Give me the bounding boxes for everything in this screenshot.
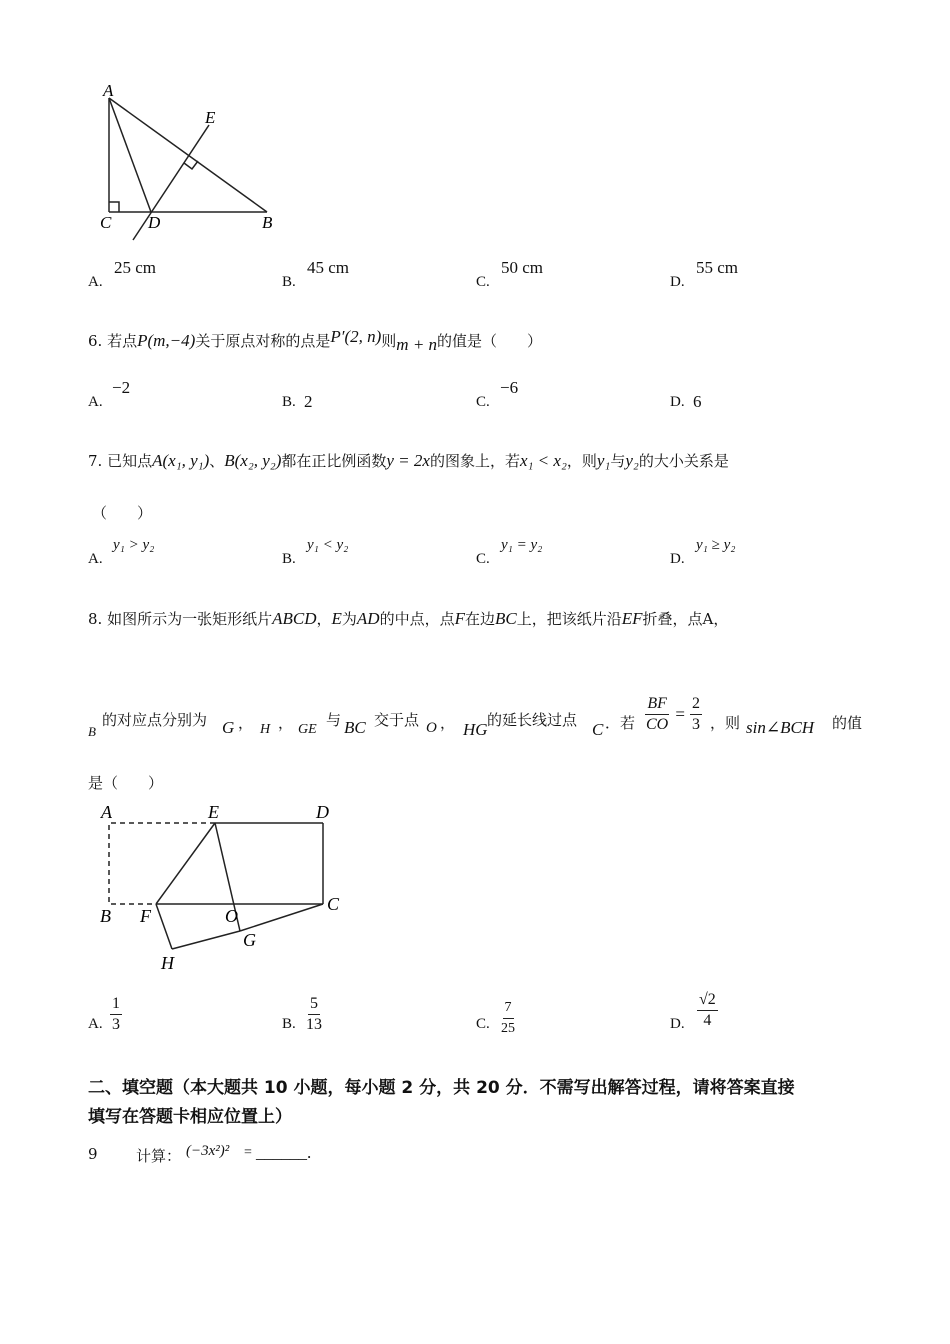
q8-option-c-den: 25 [501, 1021, 515, 1036]
q8-option-b-value [304, 994, 324, 1035]
q8-option-b-label: B. [282, 1016, 296, 1032]
q6-text-1: 若点 [107, 332, 138, 350]
q7-text-6: 与 [610, 452, 626, 470]
q8-option-d-num: √2 [697, 990, 718, 1011]
segment-ad [109, 98, 151, 212]
q8-number: 8. [88, 610, 103, 628]
q6-number: 6. [88, 332, 103, 350]
q8-option-a-value [110, 994, 122, 1035]
q7-y2: y₂ [625, 451, 639, 470]
q6-option-d-value: 6 [693, 392, 702, 411]
q8-ratio-fraction [644, 694, 670, 735]
segment-hg [172, 931, 240, 949]
q6-text-3: 则 [381, 332, 397, 350]
q7-option-a-value: y₁ > y₂ [113, 537, 155, 553]
q8-l2-bc: BC [344, 718, 366, 737]
q8-option-a-den: 3 [112, 1016, 120, 1033]
label-h2: H [161, 953, 174, 973]
segment-ab [109, 98, 267, 212]
q5-option-d-value: 55 cm [696, 258, 739, 277]
q7-option-b-label: B. [282, 551, 296, 567]
q8-ratio-value-den: 3 [692, 716, 701, 733]
q8-ratio-value [690, 694, 702, 735]
q8-l2-c: C [592, 720, 604, 739]
q7-text-4: 的图象上，若 [429, 452, 520, 470]
question-8-stem-line1 [88, 608, 728, 629]
q6-point-p: P(m,−4) [137, 331, 196, 350]
label-c: C [100, 213, 112, 232]
q8-rect: ABCD [272, 609, 317, 628]
q7-text-5: ，则 [566, 452, 597, 470]
q7-option-d-value: y₁ ≥ y₂ [696, 537, 736, 553]
q8-option-d-value [697, 990, 718, 1031]
q8-l2-g: G [222, 718, 235, 737]
q8-l2-text-5: ．若 [605, 714, 636, 732]
q7-answer-paren: （ ） [92, 504, 153, 522]
q8-l2-text-4: 的延长线过点 [487, 711, 578, 729]
q8-b-small: B [88, 724, 96, 739]
q8-ratio-den: CO [646, 716, 669, 733]
q8-bc: BC [495, 609, 517, 628]
q8-option-a-num: 1 [110, 994, 122, 1015]
segment-ef [156, 823, 215, 904]
q9-answer-blank[interactable]: ______. [256, 1143, 312, 1162]
triangle-figure [95, 80, 295, 245]
q8-option-b-num: 5 [308, 994, 320, 1015]
label-b: B [262, 213, 273, 232]
q9-number: 9 [88, 1145, 98, 1163]
q6-option-a-value: −2 [112, 378, 131, 397]
q5-option-a-label: A. [88, 274, 103, 290]
q8-sin: sin∠BCH [746, 718, 815, 737]
q8-option-b-den: 13 [306, 1016, 322, 1033]
q6-text-2: 关于原点对称的点是 [195, 332, 331, 350]
q8-l2-text-7: 的值 [832, 714, 863, 732]
question-6-stem [88, 327, 543, 354]
q8-f: F [454, 609, 465, 628]
q5-option-c-label: C. [476, 274, 490, 290]
q5-option-d-label: D. [670, 274, 685, 290]
q9-equals: = [244, 1145, 252, 1160]
q7-option-d-label: D. [670, 551, 685, 567]
label-o2: O [225, 906, 238, 926]
q6-option-c-label: C. [476, 394, 490, 410]
label-b2: B [100, 906, 111, 926]
q8-option-d-den: 4 [703, 1012, 712, 1029]
q8-l2-comma-3: ， [440, 714, 456, 732]
q8-text-4: 的中点，点 [379, 610, 455, 628]
q5-option-a-value: 25 cm [114, 258, 157, 277]
q6-text-4: 的值是（ ） [437, 332, 543, 350]
q8-text-5: 在边 [465, 610, 496, 628]
q8-l2-comma-2: ， [278, 714, 294, 732]
q6-option-d-label: D. [670, 394, 685, 410]
q8-option-c-value [499, 998, 517, 1039]
q8-option-c-num: 7 [503, 998, 514, 1019]
q7-option-c-value: y₁ = y₂ [501, 537, 543, 553]
q8-text-1: 如图所示为一张矩形纸片 [107, 610, 273, 628]
q7-option-b-value: y₁ < y₂ [307, 537, 349, 553]
q8-ratio-value-num: 2 [690, 694, 702, 715]
q8-text-6: 上，把该纸片沿 [516, 610, 622, 628]
q8-l2-o: O [426, 720, 437, 736]
q6-option-c-value: −6 [500, 378, 519, 397]
q6-point-p-prime: P′(2, n) [330, 327, 382, 346]
dashed-fold-edges [109, 823, 215, 904]
q9-expression: (−3x²)² [186, 1143, 230, 1159]
q9-text: 计算： [136, 1147, 182, 1165]
q8-ratio-num: BF [645, 694, 669, 715]
q7-text-1: 已知点 [107, 452, 153, 470]
q8-ef: EF [621, 609, 643, 628]
q7-text-7: 的大小关系是 [638, 452, 729, 470]
q7-point-a: A(x₁, y₁) [152, 451, 210, 470]
q8-e: E [331, 609, 342, 628]
q8-l2-text-1: 的对应点分别为 [102, 711, 208, 729]
label-d: D [148, 213, 161, 232]
section-2-heading-line2: 填写在答题卡相应位置上） [88, 1107, 292, 1127]
q7-text-2: 、 [209, 452, 225, 470]
q6-option-b-value: 2 [304, 392, 313, 411]
folded-rectangle-figure [95, 800, 355, 980]
q6-expr: m + n [396, 335, 438, 354]
q8-text-3: 为 [341, 610, 357, 628]
q8-l2-ge: GE [298, 722, 317, 737]
q6-option-a-label: A. [88, 394, 103, 410]
q7-number: 7. [88, 452, 103, 470]
q7-y1: y₁ [596, 451, 611, 470]
label-a2: A [101, 802, 112, 822]
q7-option-c-label: C. [476, 551, 490, 567]
q8-l2-h: H [260, 722, 271, 737]
segment-fh [156, 904, 172, 949]
q8-l2-comma-1: ， [238, 714, 254, 732]
q8-ratio [644, 694, 702, 735]
q8-option-a-label: A. [88, 1016, 103, 1032]
q8-option-c-label: C. [476, 1016, 490, 1032]
q8-l2-text-3: 交于点 [374, 711, 420, 729]
q8-text-7: 折叠，点A， [642, 610, 729, 628]
q8-ad: AD [356, 609, 380, 628]
q7-condition: x₁ < x₂ [519, 451, 567, 470]
label-a: A [103, 81, 114, 100]
q5-option-b-label: B. [282, 274, 296, 290]
q6-option-b-label: B. [282, 394, 296, 410]
label-c2: C [327, 894, 340, 914]
section-2-heading-line1: 二、填空题（本大题共 10 小题，每小题 2 分，共 20 分．不需写出解答过程，请将答案直接 [88, 1078, 795, 1098]
label-e2: E [208, 802, 219, 822]
q8-l2-hg: HG [463, 720, 488, 739]
label-d2: D [316, 802, 329, 822]
q7-text-3: 都在正比例函数 [281, 452, 387, 470]
segment-gc [240, 904, 323, 931]
q8-stem-line3: 是（ ） [88, 774, 164, 792]
label-e: E [205, 108, 216, 127]
label-f2: F [140, 906, 151, 926]
q5-option-b-value: 45 cm [307, 258, 350, 277]
q7-option-a-label: A. [88, 551, 103, 567]
question-7-stem [88, 450, 729, 471]
q8-l2-text-2: 与 [326, 711, 342, 729]
right-angle-e [184, 161, 198, 169]
q7-function: y = 2x [386, 451, 430, 470]
q8-text-2: ， [316, 610, 332, 628]
right-angle-c [109, 202, 119, 212]
label-g2: G [243, 930, 256, 950]
q7-point-b: B(x₂, y₂) [224, 451, 282, 470]
q5-option-c-value: 50 cm [501, 258, 544, 277]
q8-ratio-eq: = [675, 704, 685, 724]
q8-l2-text-6: ，则 [710, 714, 741, 732]
q8-option-d-label: D. [670, 1016, 685, 1032]
